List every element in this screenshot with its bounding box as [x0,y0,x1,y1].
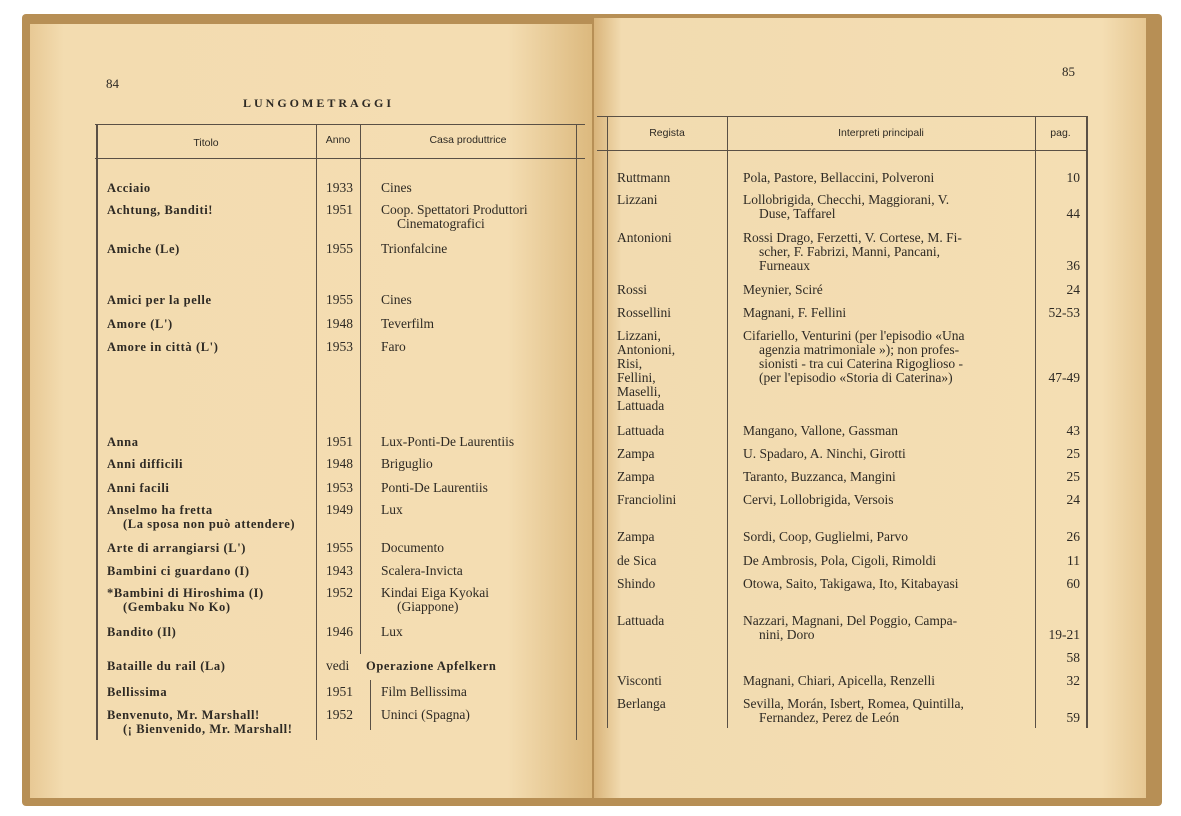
table-rule [95,124,585,125]
page-ref [1040,577,1080,591]
column-rule [370,680,371,730]
cast-line: Cifariello, Venturini (per l'episodio «Una [743,328,965,343]
production-company-line: Operazione Apfelkern [366,659,497,673]
production-company [381,181,412,195]
director [617,493,676,507]
film-year [326,564,353,578]
director-line: Lattuada [617,613,665,628]
film-title-line: Amore in città (L') [107,340,219,354]
cast-line: agenzia matrimoniale »); non profes- [759,342,960,357]
page-ref [1040,530,1080,544]
film-year [326,708,353,722]
film-year-line: 1946 [326,624,353,639]
director-line: Lizzani [617,192,658,207]
production-company [381,481,488,495]
film-title-line: Bandito (Il) [107,625,177,639]
cast-line: De Ambrosis, Pola, Cigoli, Rimoldi [743,553,937,568]
cast-line: Pola, Pastore, Bellaccini, Polveroni [743,170,935,185]
page-ref-line: 25 [1066,446,1080,461]
column-rule [360,124,361,654]
header-director: Regista [649,127,685,139]
cast [743,674,935,688]
director [617,530,654,544]
table-rule [607,116,608,728]
cast [743,193,949,221]
cast-line: Rossi Drago, Ferzetti, V. Cortese, M. Fi- [743,230,962,245]
table-rule [576,124,577,740]
production-company [381,685,467,699]
film-year [326,659,349,673]
director [617,193,657,207]
film-title-line: *Bambini di Hiroshima (I) [107,586,264,600]
production-company [381,317,434,331]
running-head: LUNGOMETRAGGI [243,96,395,110]
production-company [381,203,528,231]
production-company-line: Cinematografici [397,216,485,231]
director [617,283,647,297]
director-line: Rossi [617,282,648,297]
film-title-line: (La sposa non può attendere) [123,517,296,531]
director-line: Risi, [617,356,643,371]
film-title [107,317,173,331]
film-title-line: Anna [107,435,139,449]
cast [743,530,908,544]
page-ref-line: 25 [1066,469,1080,484]
cast-line: Sevilla, Morán, Isbert, Romea, Quintilla, [743,696,964,711]
cast [743,493,893,507]
director [617,306,671,320]
production-company-line: (Giappone) [397,599,459,614]
film-year [326,242,353,256]
film-title-line: (¡ Bienvenido, Mr. Marshall! [123,722,293,736]
film-year-line: 1952 [326,585,353,600]
production-company [381,457,433,471]
cast-line: sionisti - tra cui Caterina Rigoglioso - [759,356,963,371]
column-rule [727,116,728,728]
cast-line: nini, Doro [759,627,815,642]
page-ref-line: 44 [1066,206,1080,221]
production-company-line: Uninci (Spagna) [381,707,470,722]
film-year [326,317,353,331]
film-title [107,659,226,673]
production-company-line: Lux [381,624,403,639]
director [617,171,670,185]
film-title [107,293,212,307]
production-company-line: Briguglio [381,456,433,471]
page-ref-line: 43 [1066,423,1080,438]
film-title [107,481,170,495]
director [617,674,662,688]
film-year-line: vedi [326,658,350,673]
table-rule [95,158,585,159]
film-year-line: 1955 [326,241,353,256]
film-year-line: 1952 [326,707,353,722]
column-rule [1035,116,1036,728]
page-ref [1040,207,1080,221]
director [617,447,654,461]
cast [743,447,906,461]
page-ref-line: 11 [1067,553,1080,568]
production-company [381,435,514,449]
production-company [381,625,403,639]
right-page-number: 85 [1062,64,1075,79]
page-ref [1040,259,1080,273]
director-line: de Sica [617,553,657,568]
film-year-line: 1949 [326,502,353,517]
page-ref [1040,424,1080,438]
film-title [107,685,167,699]
page-ref [1040,306,1080,320]
production-company-line: Teverfilm [381,316,435,331]
film-year [326,685,353,699]
film-title-line: Amiche (Le) [107,242,180,256]
film-year-line: 1951 [326,684,353,699]
film-year [326,625,353,639]
page-ref-line: 60 [1066,576,1080,591]
film-year [326,503,353,517]
film-title [107,625,176,639]
film-title [107,435,139,449]
film-title [107,203,213,217]
director-line: Zampa [617,446,655,461]
film-year-line: 1943 [326,563,353,578]
production-company [381,293,412,307]
header-cast: Interpreti principali [838,127,924,139]
film-title-line: Bambini ci guardano (I) [107,564,250,578]
production-company [381,708,470,722]
film-title [107,340,219,354]
cast-line: Cervi, Lollobrigida, Versois [743,492,894,507]
cast-line: Meynier, Sciré [743,282,823,297]
film-title-line: Bataille du rail (La) [107,659,226,673]
film-title-line: Anni facili [107,481,170,495]
page-ref [1040,493,1080,507]
page-ref-line: 24 [1066,282,1080,297]
director-line: Visconti [617,673,662,688]
director-line: Zampa [617,529,655,544]
page-ref [1040,470,1080,484]
production-company [381,541,444,555]
director [617,554,656,568]
cast [743,697,964,725]
production-company [366,659,496,673]
page-ref-line: 36 [1066,258,1080,273]
director-line: Antonioni, [617,342,676,357]
film-year [326,340,353,354]
production-company [381,242,447,256]
cast-line: Taranto, Buzzanca, Mangini [743,469,896,484]
film-year [326,293,353,307]
header-year: Anno [325,134,351,146]
film-title-line: (Gembaku No Ko) [123,600,231,614]
production-company-line: Cines [381,292,412,307]
director [617,424,664,438]
director-line: Zampa [617,469,655,484]
film-title-line: Acciaio [107,181,151,195]
page-ref [1040,554,1080,568]
production-company-line: Faro [381,339,406,354]
page-ref-line: 47-49 [1048,370,1080,385]
film-title-line: Anselmo ha fretta [107,503,213,517]
film-year [326,481,353,495]
director-line: Maselli, [617,384,661,399]
film-title [107,586,264,614]
cast-line: Sordi, Coop, Guglielmi, Parvo [743,529,908,544]
production-company-line: Documento [381,540,444,555]
director-line: Lizzani, [617,328,661,343]
production-company-line: Ponti-De Laurentiis [381,480,488,495]
film-year-line: 1951 [326,434,353,449]
header-page: pag. [1050,127,1071,139]
film-title [107,541,246,555]
header-title: Titolo [193,137,219,149]
director-line: Fellini, [617,370,656,385]
director-line: Rossellini [617,305,672,320]
film-year [326,586,353,600]
cast [743,329,965,385]
film-title-line: Amici per la pelle [107,293,212,307]
table-rule [1086,116,1088,728]
film-title-line: Anni difficili [107,457,184,471]
production-company [381,586,489,614]
left-page-number: 84 [106,76,119,91]
production-company-line: Scalera-Invicta [381,563,463,578]
page-ref [1040,171,1080,185]
cast [743,231,962,273]
film-year [326,435,353,449]
film-title-line: Achtung, Banditi! [107,203,214,217]
production-company-line: Kindai Eiga Kyokai [381,585,489,600]
cast [743,577,959,591]
film-year [326,541,353,555]
cast-line: Nazzari, Magnani, Del Poggio, Campa- [743,613,958,628]
production-company-line: Coop. Spettatori Produttori [381,202,528,217]
director [617,614,664,628]
production-company-line: Lux [381,502,403,517]
cast-line: Furneaux [759,258,810,273]
cast-line: (per l'episodio «Storia di Caterina») [759,370,953,385]
film-year [326,457,353,471]
page-ref-line: 32 [1066,673,1080,688]
film-title [107,457,183,471]
column-rule [316,124,317,740]
page-ref-line: 24 [1066,492,1080,507]
page-ref-line: 58 [1066,650,1080,665]
film-title [107,708,292,736]
director-line: Lattuada [617,398,665,413]
page-ref [1040,674,1080,688]
table-rule [96,124,98,740]
page-ref [1040,651,1080,665]
cast [743,171,934,185]
production-company [381,340,406,354]
cast [743,554,936,568]
cast [743,470,896,484]
director-line: Franciolini [617,492,677,507]
film-year-line: 1951 [326,202,353,217]
page-ref-line: 19-21 [1048,627,1080,642]
director [617,329,675,413]
cast [743,283,823,297]
director-line: Lattuada [617,423,665,438]
film-title [107,181,151,195]
page-ref-line: 10 [1066,170,1080,185]
director-line: Antonioni [617,230,672,245]
film-title-line: Arte di arrangiarsi (L') [107,541,247,555]
cast-line: Duse, Taffarel [759,206,836,221]
film-year [326,203,353,217]
production-company [381,564,463,578]
director-line: Berlanga [617,696,666,711]
film-title-line: Benvenuto, Mr. Marshall! [107,708,260,722]
film-year-line: 1955 [326,292,353,307]
film-title-line: Amore (L') [107,317,173,331]
cast [743,424,898,438]
director [617,577,655,591]
table-rule [597,116,1088,117]
cast-line: Magnani, F. Fellini [743,305,847,320]
page-ref [1040,628,1080,642]
production-company-line: Film Bellissima [381,684,467,699]
director [617,470,654,484]
director-line: Shindo [617,576,656,591]
production-company-line: Lux-Ponti-De Laurentiis [381,434,515,449]
page-ref [1040,711,1080,725]
director [617,231,672,245]
film-year-line: 1955 [326,540,353,555]
header-company: Casa produttrice [429,134,507,146]
cast-line: scher, F. Fabrizi, Manni, Pancani, [759,244,940,259]
film-year-line: 1953 [326,339,353,354]
film-year-line: 1948 [326,456,353,471]
cast-line: Mangano, Vallone, Gassman [743,423,898,438]
page-ref [1040,283,1080,297]
film-year-line: 1948 [326,316,353,331]
cast [743,614,957,642]
director [617,697,666,711]
film-title [107,564,250,578]
page-ref-line: 59 [1066,710,1080,725]
cast-line: U. Spadaro, A. Ninchi, Girotti [743,446,906,461]
page-ref [1040,447,1080,461]
cast-line: Magnani, Chiari, Apicella, Renzelli [743,673,935,688]
cast-line: Fernandez, Perez de León [759,710,900,725]
production-company-line: Cines [381,180,412,195]
page-ref-line: 52-53 [1048,305,1080,320]
film-title-line: Bellissima [107,685,168,699]
film-title [107,242,180,256]
cast-line: Lollobrigida, Checchi, Maggiorani, V. [743,192,950,207]
production-company-line: Trionfalcine [381,241,448,256]
table-rule [597,150,1088,151]
director-line: Ruttmann [617,170,671,185]
cast [743,306,846,320]
film-year-line: 1953 [326,480,353,495]
film-title [107,503,295,531]
page-ref-line: 26 [1066,529,1080,544]
film-year-line: 1933 [326,180,353,195]
production-company [381,503,403,517]
page-ref [1040,371,1080,385]
film-year [326,181,353,195]
cast-line: Otowa, Saito, Takigawa, Ito, Kitabayasi [743,576,959,591]
